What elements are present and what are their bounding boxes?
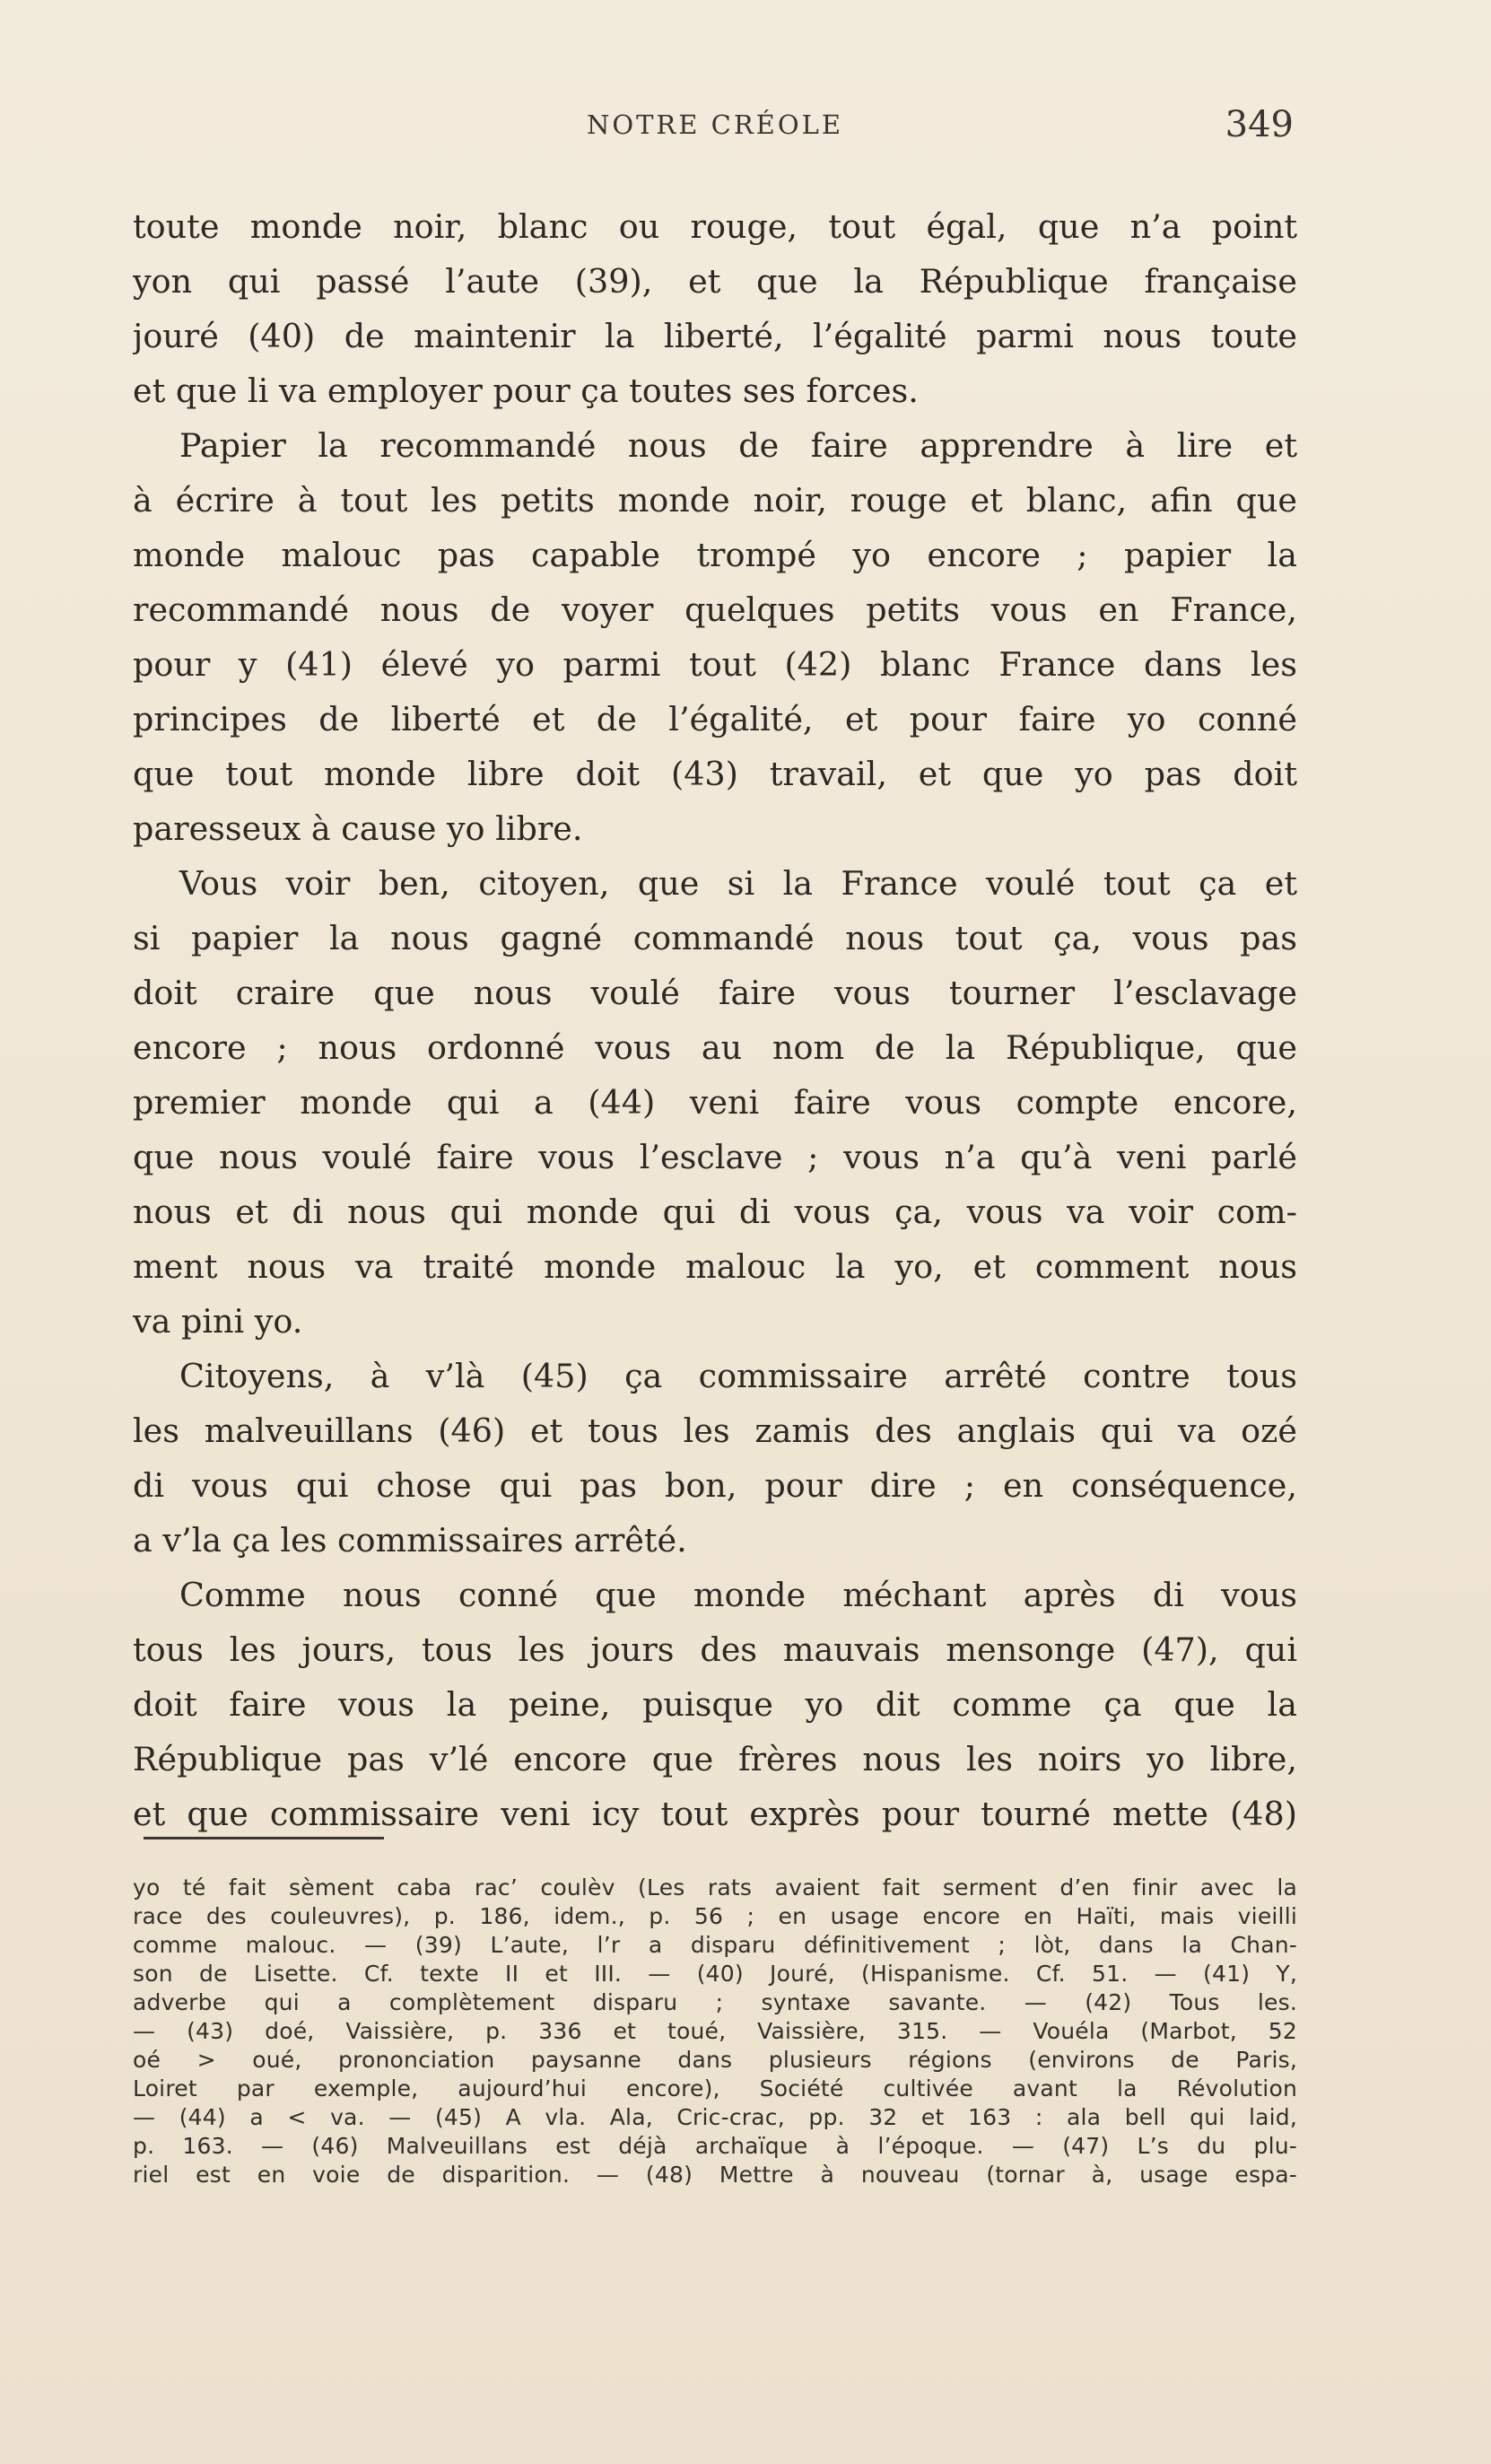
body-text [133,199,1297,1841]
text-line: tous les jours, tous les jours des mauvais mensonge (47), qui [133,1630,1297,1669]
text-line: nous et di nous qui monde qui di vous ça, vous va voir com- [133,1193,1297,1231]
text-line: doit craire que nous voulé faire vous tourner l’esclavage [133,974,1297,1012]
footnote-line: adverbe qui a complètement disparu ; syntaxe savante. — (42) Tous les. [133,1989,1297,2015]
footnote-line: comme malouc. — (39) L’aute, l’r a disparu définitivement ; lòt, dans la Chan- [133,1932,1297,1958]
text-line: monde malouc pas capable trompé yo encore ; papier la [133,536,1297,574]
footnote-line: — (43) doé, Vaissière, p. 336 et toué, Vaissière, 315. — Vouéla (Marbot, 52 [133,2018,1297,2044]
footnote-line: yo té fait sèment caba rac’ coulèv (Les rats avaient fait serment d’en finir avec la [133,1874,1297,1900]
footnote-line: son de Lisette. Cf. texte II et III. — (40) Jouré, (Hispanisme. Cf. 51. — (41) Y, [133,1961,1297,1987]
text-line: principes de liberté et de l’égalité, et pour faire yo conné [133,700,1297,738]
footnote-line: p. 163. — (46) Malveuillans est déjà archaïque à l’époque. — (47) L’s du plu- [133,2133,1297,2159]
text-line: doit faire vous la peine, puisque yo dit comme ça que la [133,1685,1297,1724]
text-line: recommandé nous de voyer quelques petits vous en France, [133,590,1297,629]
text-line: et que li va employer pour ça toutes ses forces. [133,371,919,410]
text-line: Vous voir ben, citoyen, que si la France voulé tout ça et [179,864,1297,903]
text-line: di vous qui chose qui pas bon, pour dire ; en conséquence, [133,1466,1297,1505]
text-line: toute monde noir, blanc ou rouge, tout égal, que n’a point [133,207,1297,246]
text-line: va pini yo. [133,1302,303,1341]
page-number: 349 [1225,104,1294,145]
text-line: jouré (40) de maintenir la liberté, l’égalité parmi nous toute [133,317,1297,355]
text-line: paresseux à cause yo libre. [133,809,583,848]
text-line: si papier la nous gagné commandé nous tout ça, vous pas [133,919,1297,957]
text-line: Citoyens, à v’là (45) ça commissaire arrêté contre tous [179,1357,1297,1395]
text-line: les malveuillans (46) et tous les zamis des anglais qui va ozé [133,1411,1297,1450]
footnote-line: Loiret par exemple, aujourd’hui encore), Société cultivée avant la Révolution [133,2075,1297,2101]
footnote-line: oé > oué, prononciation paysanne dans plusieurs régions (environs de Paris, [133,2047,1297,2073]
running-head-title: NOTRE CRÉOLE [586,109,844,140]
text-line: pour y (41) élevé yo parmi tout (42) blanc France dans les [133,645,1297,684]
text-line: a v’la ça les commissaires arrêté. [133,1521,687,1560]
footnote-line: race des couleuvres), p. 186, idem., p. 56 ; en usage encore en Haïti, mais vieilli [133,1903,1297,1929]
footnotes [133,1874,1297,2189]
running-head [133,104,1297,149]
text-line: ment nous va traité monde malouc la yo, et comment nous [133,1247,1297,1286]
text-line: à écrire à tout les petits monde noir, rouge et blanc, afin que [133,481,1297,520]
footnote-separator [144,1837,384,1839]
text-line: Comme nous conné que monde méchant après di vous [179,1576,1297,1614]
text-line: que tout monde libre doit (43) travail, et que yo pas doit [133,755,1297,793]
footnote-line: — (44) a < va. — (45) A vla. Ala, Cric-crac, pp. 32 et 163 : ala bell qui laid, [133,2104,1297,2130]
text-line: et que commissaire veni icy tout exprès pour tourné mette (48) [133,1795,1297,1833]
text-line: yon qui passé l’aute (39), et que la République française [133,262,1297,301]
text-line: premier monde qui a (44) veni faire vous compte encore, [133,1083,1297,1122]
text-line: encore ; nous ordonné vous au nom de la République, que [133,1028,1297,1067]
footnote-line: riel est en voie de disparition. — (48) Mettre à nouveau (tornar à, usage espa- [133,2162,1297,2188]
text-line: que nous voulé faire vous l’esclave ; vous n’a qu’à veni parlé [133,1138,1297,1176]
text-line: Papier la recommandé nous de faire apprendre à lire et [179,426,1297,465]
text-line: République pas v’lé encore que frères nous les noirs yo libre, [133,1740,1297,1778]
